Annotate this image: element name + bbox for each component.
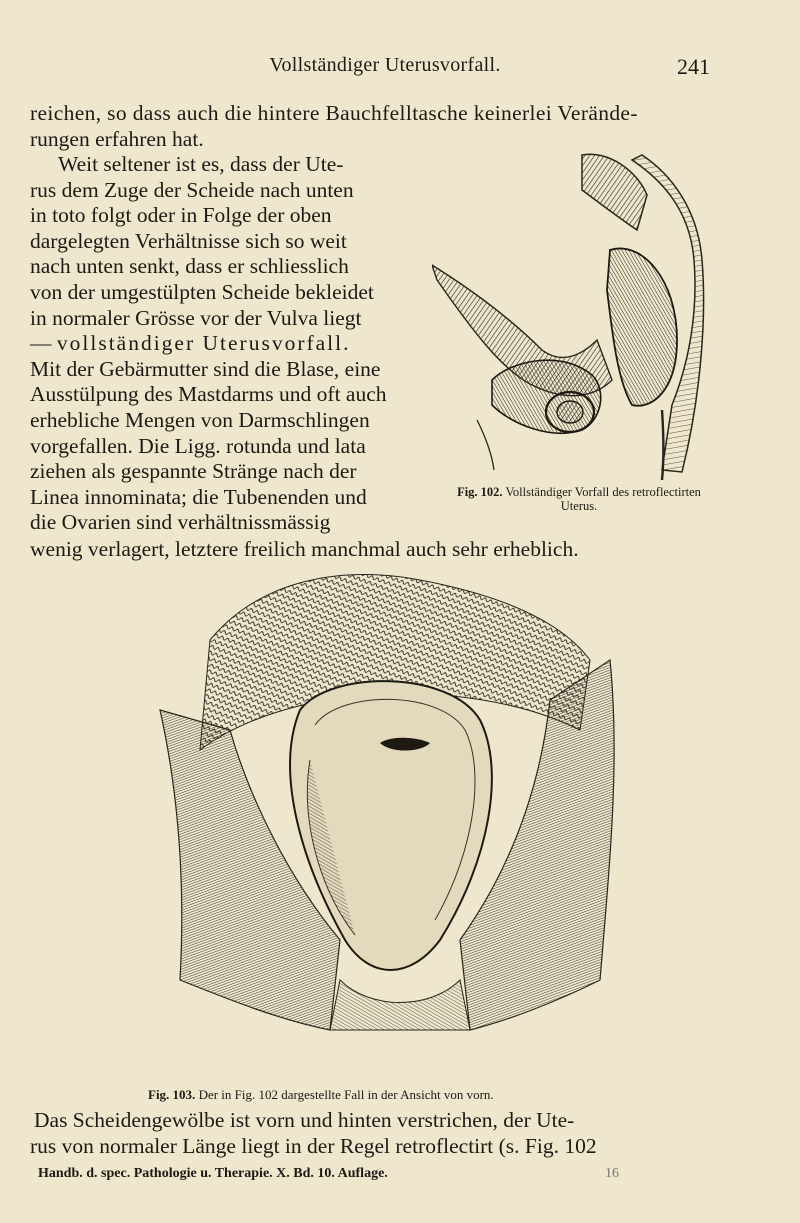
text-line: Weit seltener ist es, dass der Ute- [58,152,344,176]
text-line: Ausstülpung des Mastdarms und oft auch [30,382,387,407]
text-line: dargelegten Verhältnisse sich so weit [30,228,347,253]
text-line: die Ovarien sind verhältnissmässig [30,510,331,535]
term-line [30,331,387,357]
signature-mark: 16 [605,1166,619,1181]
running-header [60,50,710,86]
paragraph-full: wenig verlagert, letztere freilich manchmal auch sehr erheblich. [30,537,579,561]
footer-text: Handb. d. spec. Pathologie u. Therapie. X. Bd. 10. Auflage. [38,1166,388,1181]
text-line: reichen, so dass auch die hintere Bauchfelltasche keinerlei Verände- [30,101,638,125]
figure-103-caption [148,1087,708,1103]
figure-102-caption [449,485,709,513]
text-line: Mit der Gebärmutter sind die Blase, eine [30,356,381,381]
text-line: von der umgestülpten Scheide bekleidet [30,279,374,304]
paragraph-main [30,152,387,536]
paragraph-tail [30,1108,597,1159]
text-line: in toto folgt oder in Folge der oben [30,203,332,228]
text-line: rus dem Zuge der Scheide nach unten [30,177,354,202]
paragraph-top [30,101,638,152]
text-line: Das Scheidengewölbe ist vorn und hinten verstrichen, der Ute- [34,1108,575,1132]
page-number: 241 [677,54,710,79]
footer [38,1166,698,1182]
term-spaced: vollständiger Uterusvorfall. [56,331,351,356]
figure-103-number: Fig. 103. [148,1087,196,1102]
figure-102-illustration [432,150,707,480]
figure-102-caption-text: Vollständiger Vorfall des retroflectirten Uterus. [505,485,701,513]
text-line: rus von normaler Länge liegt in der Regel retroflectirt (s. Fig. 102 [30,1133,597,1158]
text-line: vorgefallen. Die Ligg. rotunda und lata [30,433,366,458]
text-line: nach unten senkt, dass er schliesslich [30,254,349,279]
text-line: in normaler Grösse vor der Vulva liegt [30,305,362,330]
figure-103-illustration [140,560,660,1040]
running-title: Vollständiger Uterusvorfall. [269,54,501,76]
text-line: erhebliche Mengen von Darmschlingen [30,407,370,432]
term-prefix: — [30,331,57,356]
text-line: ziehen als gespannte Stränge nach der [30,459,357,484]
figure-103-caption-text: Der in Fig. 102 dargestellte Fall in der Ansicht von vorn. [198,1087,494,1102]
text-line: Linea innominata; die Tubenenden und [30,484,367,509]
text-line: rungen erfahren hat. [30,126,204,151]
figure-102-number: Fig. 102. [457,485,503,499]
